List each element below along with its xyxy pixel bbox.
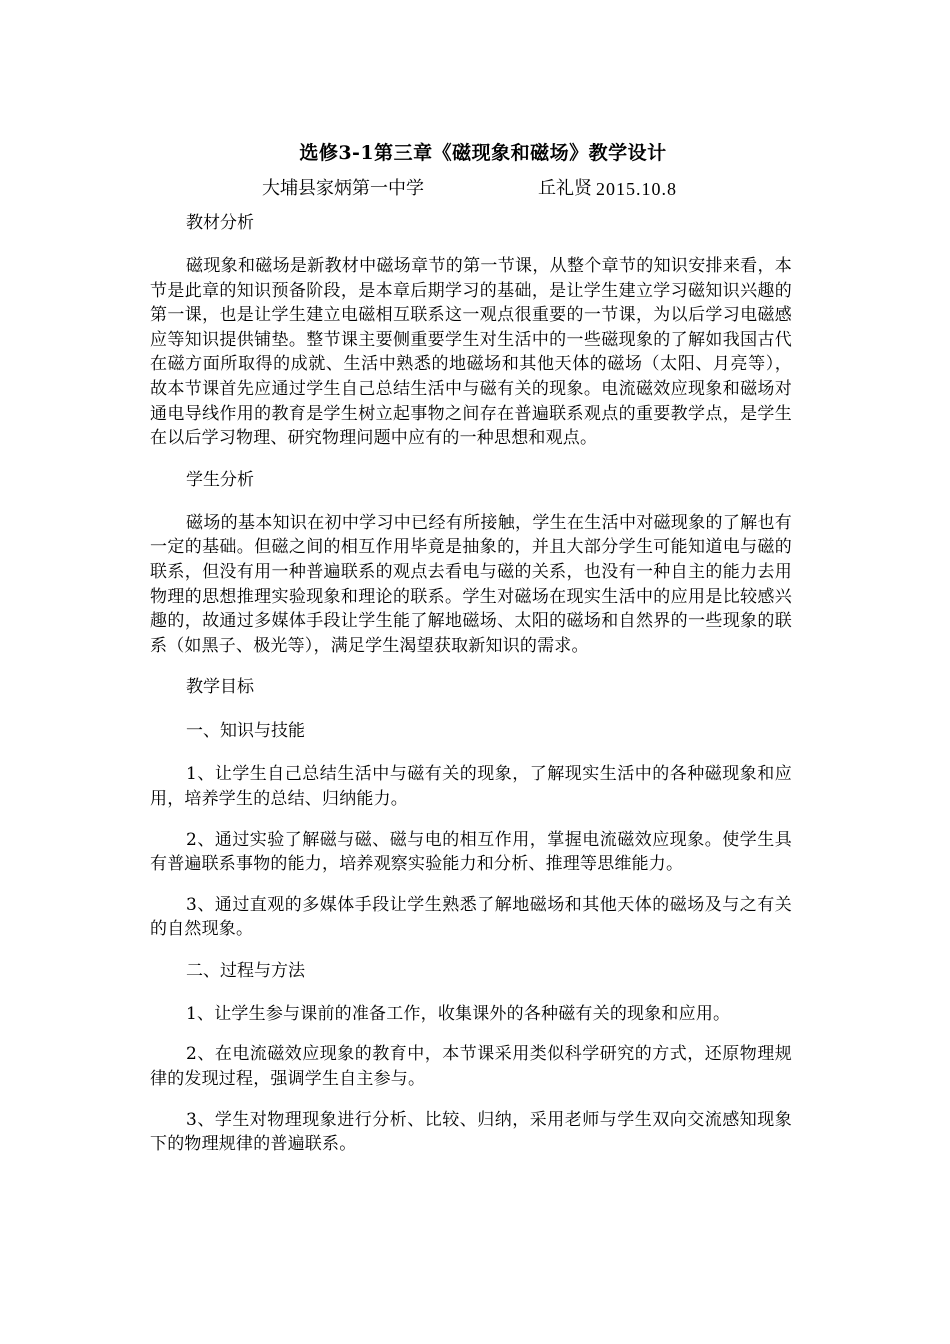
subheading-process: 二、过程与方法 bbox=[186, 960, 305, 981]
subheading-knowledge: 一、知识与技能 bbox=[186, 721, 305, 742]
document-title: 选修3-1第三章《磁现象和磁场》教学设计 bbox=[299, 142, 667, 164]
knowledge-item-3: 3、通过直观的多媒体手段让学生熟悉了解地磁场和其他天体的磁场及与之有关的自然现象。 bbox=[150, 894, 792, 940]
document-date: 2015.10.8 bbox=[596, 179, 677, 199]
section-heading-students: 学生分析 bbox=[186, 469, 254, 490]
process-item-2: 2、在电流磁效应现象的教育中，本节课采用类似科学研究的方式，还原物理规律的发现过程，强调学生自主参与。 bbox=[150, 1044, 792, 1090]
byline bbox=[150, 174, 792, 204]
knowledge-item-2: 2、通过实验了解磁与磁、磁与电的相互作用，掌握电流磁效应现象。使学生具有普遍联系事物的能力，培养观察实验能力和分析、推理等思维能力。 bbox=[150, 829, 792, 875]
process-item-1: 1、让学生参与课前的准备工作，收集课外的各种磁有关的现象和应用。 bbox=[186, 1003, 731, 1024]
paragraph-materials: 磁现象和磁场是新教材中磁场章节的第一节课，从整个章节的知识安排来看，本节是此章的知识预备阶段，是本章后期学习的基础，是让学生建立学习磁知识兴趣的第一课，也是让学生建立电磁相互联系这一观点很重要的一节课，为以后学习电磁感应等知识提供铺垫。整节课主要侧重要学生对生活中的一些磁现象的了解如我国古代在磁方面所取得的成就、生活中熟悉的地磁场和其他天体的磁场（太阳、月亮等），故本节课首先应通过学生自己总结生活中与磁有关的现象。电流磁效应现象和磁场对通电导线作用的教育是学生树立起事物之间存在普遍联系观点的重要教学点，是学生在以后学习物理、研究物理问题中应有的一种思想和观点。 bbox=[150, 256, 792, 449]
author-name: 丘礼贤 bbox=[538, 178, 592, 199]
section-heading-goals: 教学目标 bbox=[186, 677, 254, 698]
school-name: 大埔县家炳第一中学 bbox=[262, 178, 424, 199]
document-page bbox=[150, 138, 792, 1173]
knowledge-item-1: 1、让学生自己总结生活中与磁有关的现象，了解现实生活中的各种磁现象和应用，培养学生的总结、归纳能力。 bbox=[150, 764, 792, 809]
process-item-3: 3、学生对物理现象进行分析、比较、归纳，采用老师与学生双向交流感知现象下的物理规律的普遍联系。 bbox=[150, 1109, 792, 1155]
section-heading-materials: 教材分析 bbox=[186, 213, 254, 233]
paragraph-students: 磁场的基本知识在初中学习中已经有所接触，学生在生活中对磁现象的了解也有一定的基础。但磁之间的相互作用毕竟是抽象的，并且大部分学生可能知道电与磁的联系，但没有用一种普遍联系的观点去看电与磁的关系，也没有一种自主的能力去用物理的思想推理实验现象和理论的联系。学生对磁场在现实生活中的应用是比较感兴趣的，故通过多媒体手段让学生能了解地磁场、太阳的磁场和自然界的一些现象的联系（如黑子、极光等），满足学生渴望获取新知识的需求。 bbox=[150, 512, 792, 656]
